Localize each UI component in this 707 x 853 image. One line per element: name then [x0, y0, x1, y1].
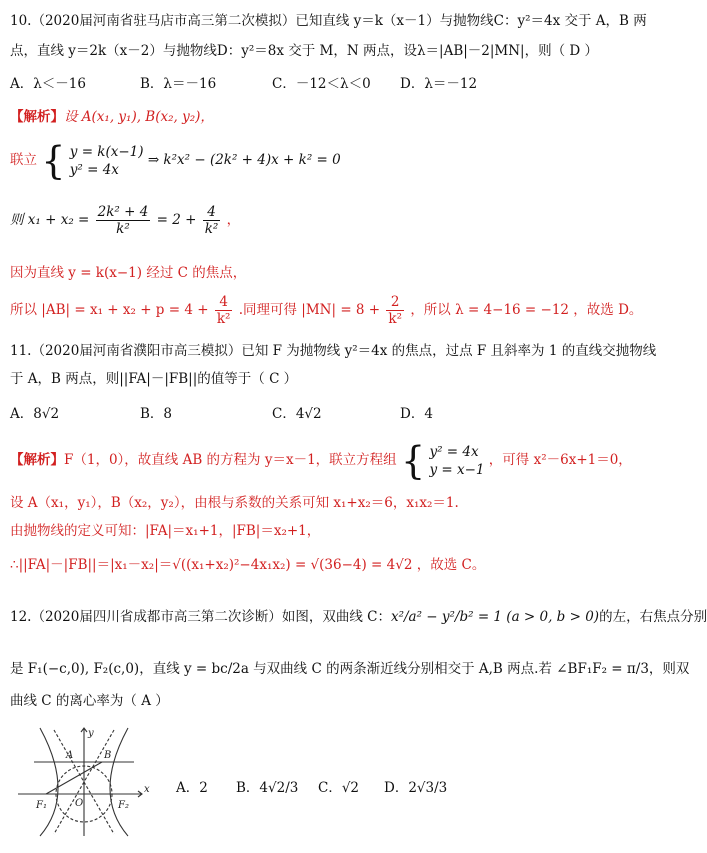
q12-option-c: C．√2	[318, 780, 360, 796]
q10-because: 因为直线 y = k(x−1) 经过 C 的焦点，	[10, 265, 247, 281]
q12-option-b: B．4√2/3	[236, 780, 299, 796]
q12-line3: 曲线 C 的离心率为（ A ）	[10, 693, 169, 709]
q11-final: ∴||FA|－|FB||＝|x₁－x₂|＝√((x₁+x₂)²−4x₁x₂) = √(36−4) = 4√2 ，故选 C。	[10, 557, 486, 573]
q11-option-b: B．8	[140, 406, 173, 422]
q10-conclusion: 所以 |AB| = x₁ + x₂ + p = 4 + $\frac{4}{\text{k²}}$ .同理可得 |MN| = 8 + $\frac{2}{\text{k²}}$ ，所以 λ = 4−16 = −12 ，故选 D。	[10, 294, 643, 327]
q11-option-a: A．8√2	[10, 406, 60, 422]
jiexi-tag: 【解析】	[10, 109, 64, 125]
q10-sum: 则 x₁ + x₂ = $\frac{\text{2k² + 4}}{\text{k²}}$ = 2 + $\frac{4}{\text{k²}}$ ，	[10, 204, 241, 237]
q11-line1: 11.（2020届河南省濮阳市高三模拟）已知 F 为抛物线 y²＝4x 的焦点，过点 F 且斜率为 1 的直线交抛物线	[10, 343, 657, 359]
q11-definition: 由抛物线的定义可知：|FA|＝x₁+1，|FB|＝x₂+1，	[10, 523, 321, 539]
hyperbola-right-branch	[110, 728, 128, 836]
q10-option-a: A．λ＜－16	[10, 76, 86, 92]
label-y: y	[88, 728, 94, 739]
label-b: B	[104, 750, 112, 761]
q10-line1: 10.（2020届河南省驻马店市高三第二次模拟）已知直线 y＝k（x－1）与抛物线C：y²＝4x 交于 A，B 两	[10, 13, 647, 29]
hyperbola-figure	[14, 722, 154, 840]
label-f2: F₂	[118, 800, 129, 811]
q12-option-a: A．2	[176, 780, 208, 796]
label-x: x	[144, 784, 150, 795]
q11-option-d: D．4	[400, 406, 433, 422]
hyperbola-left-branch	[40, 728, 58, 836]
q10-system: 联立 { y = k(x−1) y² = 4x ⇒ k²x² − (2k² + 4)x + k² = 0	[10, 138, 341, 183]
q10-option-c: C．－12＜λ＜0	[272, 76, 371, 92]
q11-line2: 于 A，B 两点，则||FA|－|FB||的值等于（ C ）	[10, 371, 298, 387]
label-a: A	[66, 750, 74, 761]
q11-option-c: C．4√2	[272, 406, 322, 422]
q12-option-d: D．2√3/3	[384, 780, 448, 796]
q10-jiexi: 【解析】设 A(x₁, y₁), B(x₂, y₂)，	[10, 109, 214, 125]
q10-option-b: B．λ＝－16	[140, 76, 217, 92]
segment-f1-b	[46, 762, 102, 794]
label-o: O	[75, 798, 84, 809]
q12-line1: 12.（2020届四川省成都市高三第二次诊断）如图，双曲线 C：x²/a² − y²/b² = 1 (a > 0, b > 0)的左，右焦点分别	[10, 609, 707, 625]
q11-jiexi: 【解析】F（1，0），故直线 AB 的方程为 y＝x－1，联立方程组 { y² = 4x y = x−1 ，可得 x²－6x+1＝0，	[10, 438, 632, 483]
q10-line2: 点，直线 y＝2k（x－2）与抛物线D：y²＝8x 交于 M，N 两点，设λ＝|AB|－2|MN|，则（ D ）	[10, 43, 599, 59]
q10-option-d: D．λ＝－12	[400, 76, 478, 92]
label-f1: F₁	[36, 800, 47, 811]
q11-vieta: 设 A（x₁，y₁），B（x₂，y₂），由根与系数的关系可知 x₁+x₂＝6，x₁x₂＝1.	[10, 495, 459, 511]
q12-line2: 是 F₁(−c,0), F₂(c,0)，直线 y = bc/2a 与双曲线 C 的两条渐近线分别相交于 A,B 两点.若 ∠BF₁F₂ = π/3，则双	[10, 661, 690, 677]
